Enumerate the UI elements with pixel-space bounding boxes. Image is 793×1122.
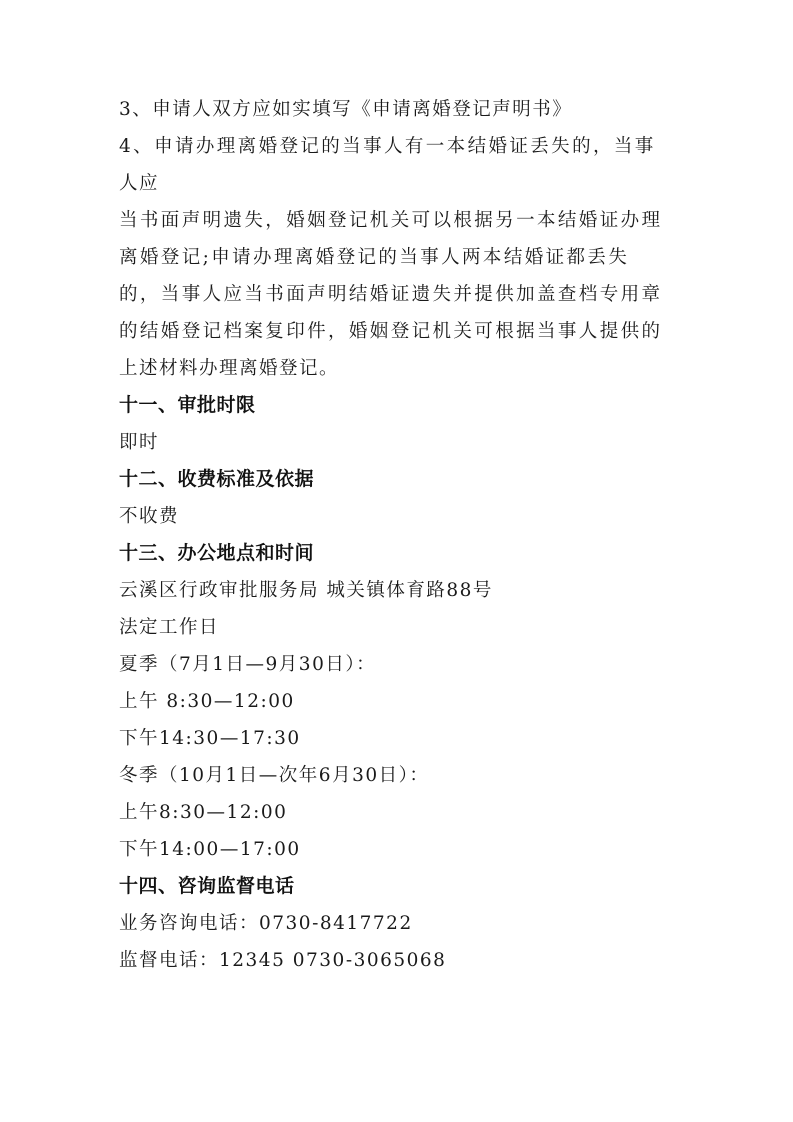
section-text-phone: 监督电话：12345 0730-3065068	[119, 950, 447, 971]
section-text-summer: 夏季（7月1日—9月30日）：	[119, 654, 377, 675]
paragraph-line: 上述材料办理离婚登记。	[119, 358, 340, 379]
section-heading-fees: 十二、收费标准及依据	[119, 468, 315, 490]
section-heading-approval-time: 十一、审批时限	[119, 394, 256, 416]
section-text-hours: 上午 8:30—12:00	[119, 691, 295, 712]
paragraph-line: 离婚登记;申请办理离婚登记的当事人两本结婚证都丢失	[119, 247, 630, 268]
section-text-hours: 上午8:30—12:00	[119, 802, 288, 823]
section-text-hours: 下午14:00—17:00	[119, 839, 301, 860]
paragraph-line: 的结婚登记档案复印件，婚姻登记机关可根据当事人提供的	[119, 321, 663, 342]
paragraph-line-item-3: 3、申请人双方应如实填写《申请离婚登记声明书》	[119, 99, 573, 120]
document-page	[119, 91, 679, 979]
section-text-winter: 冬季（10月1日—次年6月30日）：	[119, 765, 430, 786]
section-text: 即时	[119, 432, 160, 453]
paragraph-line: 人应	[119, 173, 160, 194]
paragraph-line-item-4: 4、申请办理离婚登记的当事人有一本结婚证丢失的，当事	[119, 136, 656, 157]
section-heading-contact-phone: 十四、咨询监督电话	[119, 875, 295, 897]
section-text: 不收费	[119, 506, 180, 527]
section-heading-location-hours: 十三、办公地点和时间	[119, 542, 315, 564]
paragraph-line: 当书面声明遗失，婚姻登记机关可以根据另一本结婚证办理	[119, 210, 663, 231]
section-text: 法定工作日	[119, 617, 220, 638]
section-text-address: 云溪区行政审批服务局 城关镇体育路88号	[119, 580, 493, 601]
section-text-phone: 业务咨询电话：0730-8417722	[119, 913, 413, 934]
paragraph-line: 的，当事人应当书面声明结婚证遗失并提供加盖查档专用章	[119, 284, 663, 305]
section-text-hours: 下午14:30—17:30	[119, 728, 301, 749]
